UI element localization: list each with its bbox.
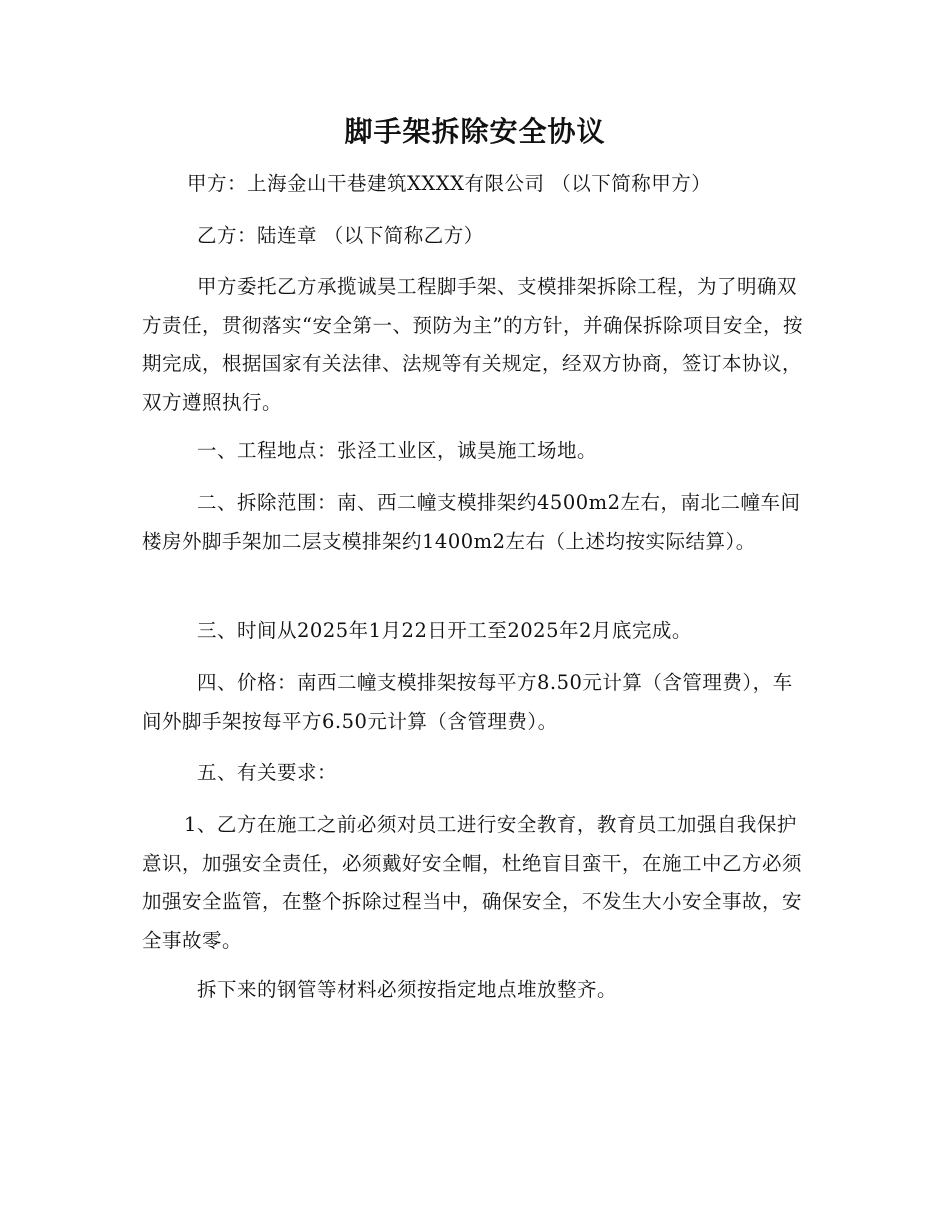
- clause-requirements-heading: 五、有关要求：: [197, 761, 338, 784]
- clause-price: 四、价格：南西二幢支模排架按每平方8.50元计算（含管理费），车间外脚手架按每平方6.50元计算（含管理费）。: [142, 671, 793, 733]
- clause-location: 一、工程地点：张泾工业区，诚昊施工场地。: [197, 439, 598, 462]
- clause-schedule: 三、时间从2025年1月22日开工至2025年2月底完成。: [197, 619, 692, 642]
- intro-paragraph: 甲方委托乙方承揽诚昊工程脚手架、支模排架拆除工程，为了明确双方责任，贯彻落实“安全第一、预防为主”的方针，并确保拆除项目安全，按期完成，根据国家有关法律、法规等有关规定，经双方协商，签订本协议，双方遵照执行。: [142, 275, 803, 414]
- clause-scope: 二、拆除范围：南、西二幢支模排架约4500m2左右，南北二幢车间楼房外脚手架加二层支模排架约1400m2左右（上述均按实际结算）。: [142, 491, 801, 553]
- requirement-material-storage: 拆下来的钢管等材料必须按指定地点堆放整齐。: [197, 978, 618, 1001]
- party-b-line: 乙方：陆连章 （以下简称乙方）: [197, 224, 484, 247]
- document-title: 脚手架拆除安全协议: [344, 115, 606, 148]
- requirement-safety-education: 1、乙方在施工之前必须对员工进行安全教育，教育员工加强自我保护意识，加强安全责任，必须戴好安全帽，杜绝盲目蛮干，在施工中乙方必须加强安全监管，在整个拆除过程当中，确保安全，不发生大小安全事故，安全事故零。: [142, 813, 803, 952]
- party-a-line: 甲方：上海金山干巷建筑XXXX有限公司 （以下简称甲方）: [187, 172, 712, 195]
